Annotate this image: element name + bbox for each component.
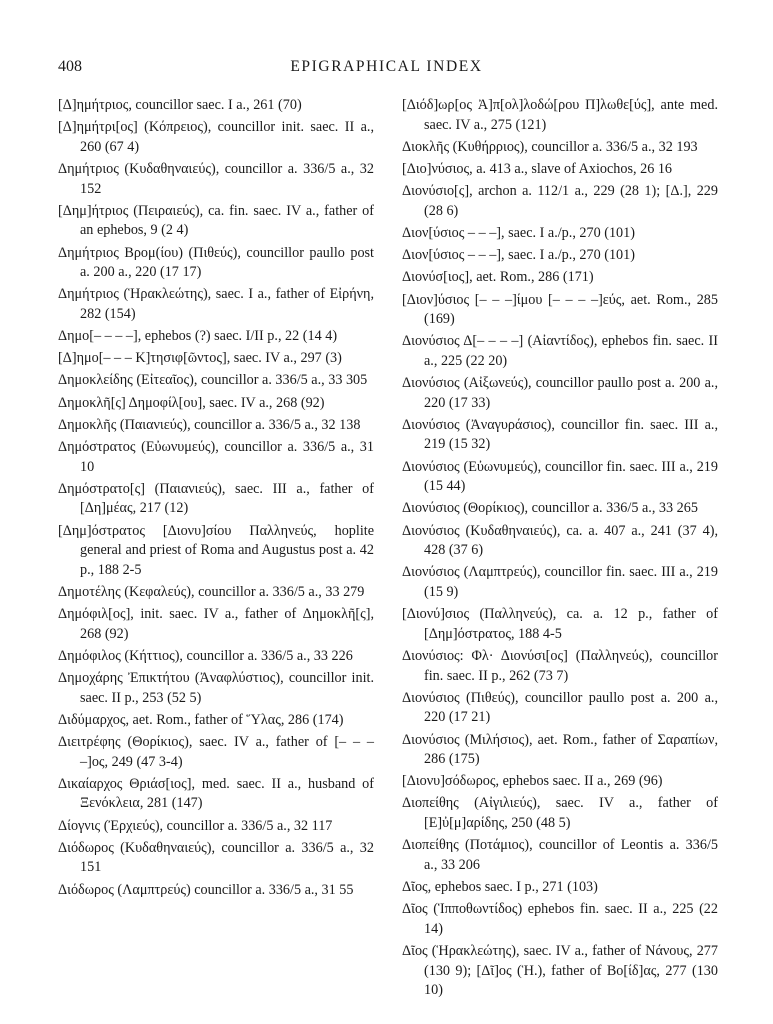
index-entry: Δημόφιλ[ος], init. saec. IV a., father of Δημοκλῆ[ς], 268 (92) bbox=[58, 606, 374, 642]
index-entry: Δημοκλῆς (Παιανιεύς), councillor a. 336/5 a., 32 138 bbox=[58, 416, 361, 433]
index-entry: [Δ]ημήτρι[ος] (Κόπρειος), councillor init. saec. II a., 260 (67 4) bbox=[58, 119, 374, 155]
index-entry: Διον[ύσιος – – –], saec. I a./p., 270 (101) bbox=[402, 247, 635, 264]
index-entry: Διονύσιο[ς], archon a. 112/1 a., 229 (28 1); [Δ.], 229 (28 6) bbox=[402, 183, 718, 219]
index-entry: Δημήτριος Βρομ(ίου) (Πιθεύς), councillor paullo post a. 200 a., 220 (17 17) bbox=[58, 244, 374, 281]
index-entry: Διειτρέφης (Θορίκιος), saec. IV a., father of [– – – –]ος, 249 (47 3-4) bbox=[58, 734, 374, 770]
index-entry: [Δ]ημο[– – – Κ]τησιφ[ῶντος], saec. IV a., 297 (3) bbox=[58, 350, 342, 367]
index-entry: [Διόδ]ωρ[ος Ἀ]π[ολ]λοδώ[ρου Π]λωθε[ύς], ante med. saec. IV a., 275 (121) bbox=[402, 97, 718, 133]
index-entry: Δίογνις (Ἐρχιεύς), councillor a. 336/5 a., 32 117 bbox=[58, 817, 333, 834]
index-entry: [Δ]ημήτριος, councillor saec. I a., 261 (70) bbox=[58, 97, 302, 113]
index-entry: Δημο[– – – –], ephebos (?) saec. I/II p., 22 (14 4) bbox=[58, 328, 338, 345]
index-entry: Διοπείθης (Ποτάμιος), councillor of Leontis a. 336/5 a., 33 206 bbox=[402, 837, 718, 873]
page-title: EPIGRAPHICAL INDEX bbox=[290, 58, 483, 75]
index-entry: Δημήτριος (Ἡρακλεώτης), saec. I a., father of Εἰρήνη, 282 (154) bbox=[58, 286, 374, 322]
right-column bbox=[402, 96, 718, 1003]
index-entry: Διονύσιος (Πιθεύς), councillor paullo post a. 200 a., 220 (17 21) bbox=[402, 689, 718, 726]
index-entry: Διονύσιος (Αἰξωνεύς), councillor paullo post a. 200 a., 220 (17 33) bbox=[402, 375, 718, 411]
index-entry: Διονύσιος: Φλ· Διονύσι[ος] (Παλληνεύς), councillor fin. saec. II p., 262 (73 7) bbox=[402, 647, 718, 684]
index-entry: Διόδωρος (Κυδαθηναιεύς), councillor a. 336/5 a., 32 151 bbox=[58, 839, 374, 876]
index-entry: Διονύσιος (Εὐωνυμεύς), councillor fin. saec. III a., 219 (15 44) bbox=[402, 458, 718, 495]
index-entry: [Διονύ]σιος (Παλληνεύς), ca. a. 12 p., father of [Δημ]όστρατος, 188 4-5 bbox=[402, 606, 718, 642]
index-entry: Δημοκλῆ[ς] Δημοφίλ[ου], saec. IV a., 268 (92) bbox=[58, 394, 325, 411]
index-entry: Διόδωρος (Λαμπτρεύς) councillor a. 336/5 a., 31 55 bbox=[58, 881, 354, 898]
index-entry: Δημόστρατος (Εὐωνυμεύς), councillor a. 336/5 a., 31 10 bbox=[58, 439, 374, 475]
index-entry: Διοκλῆς (Κυθήρριος), councillor a. 336/5 a., 32 193 bbox=[402, 138, 698, 155]
index-entry: Δημόστρατο[ς] (Παιανιεύς), saec. III a., father of [Δη]μέας, 217 (12) bbox=[58, 480, 374, 517]
index-entry: Δῖος (Ἱπποθωντίδος) ephebos fin. saec. II a., 225 (22 14) bbox=[402, 901, 718, 937]
index-entry: Διονύσιος (Λαμπτρεύς), councillor fin. saec. III a., 219 (15 9) bbox=[402, 564, 718, 600]
index-entry: Διονύσιος Δ[– – – –] (Αἰαντίδος), ephebos fin. saec. II a., 225 (22 20) bbox=[402, 333, 718, 369]
index-entry: Διον[ύσιος – – –], saec. I a./p., 270 (101) bbox=[402, 224, 635, 241]
index-entry: Δικαίαρχος Θριάσ[ιος], med. saec. II a., husband of Ξενόκλεια, 281 (147) bbox=[58, 775, 374, 812]
index-entry: Δημήτριος (Κυδαθηναιεύς), councillor a. 336/5 a., 32 152 bbox=[58, 160, 374, 197]
index-entry: Δημοχάρης Ἐπικτήτου (Ἀναφλύστιος), councillor init. saec. II p., 253 (52 5) bbox=[58, 670, 374, 706]
index-entry: Δῖος, ephebos saec. I p., 271 (103) bbox=[402, 879, 598, 896]
index-entry: Διονύσιος (Κυδαθηναιεύς), ca. a. 407 a., 241 (37 4), 428 (37 6) bbox=[402, 522, 718, 559]
index-entry: [Δημ]όστρατος [Διονυ]σίου Παλληνεύς, hoplite general and priest of Roma and Augustus post a. 42 p., 188 2-5 bbox=[58, 522, 374, 578]
page-number: 408 bbox=[58, 58, 82, 75]
index-entry: Δημόφιλος (Κήττιος), councillor a. 336/5 a., 33 226 bbox=[58, 647, 353, 664]
index-entry: Διονύσιος (Ἀναγυράσιος), councillor fin. saec. III a., 219 (15 32) bbox=[402, 416, 718, 453]
index-entry: [Διονυ]σόδωρος, ephebos saec. II a., 269 (96) bbox=[402, 773, 663, 790]
index-entry: [Δημ]ήτριος (Πειραιεύς), ca. fin. saec. IV a., father of an ephebos, 9 (2 4) bbox=[58, 202, 374, 239]
index-entry: Δῖος (Ἡρακλεώτης), saec. IV a., father of Νάνους, 277 (130 9); [Δῖ]ος (Ἡ.), father of Βο[ίδ]ας, 277 (130 10) bbox=[402, 943, 718, 999]
index-entry: [Διο]νύσιος, a. 413 a., slave of Axiochos, 26 16 bbox=[402, 160, 673, 177]
index-entry: Διοπείθης (Αἰγιλιεύς), saec. IV a., father of [Ε]ὐ[μ]αρίδης, 250 (48 5) bbox=[402, 795, 718, 832]
index-entry: [Διον]ύσιος [– – –]ίμου [– – – –]εύς, aet. Rom., 285 (169) bbox=[402, 291, 718, 328]
left-column bbox=[58, 96, 374, 903]
index-entry: Διονύσ[ιος], aet. Rom., 286 (171) bbox=[402, 269, 594, 286]
index-entry: Δημοτέλης (Κεφαλεύς), councillor a. 336/5 a., 33 279 bbox=[58, 583, 365, 600]
page-header bbox=[58, 58, 715, 80]
index-entry: Διονύσιος (Θορίκιος), councillor a. 336/5 a., 33 265 bbox=[402, 500, 698, 517]
index-entry: Διδύμαρχος, aet. Rom., father of Ὕλας, 286 (174) bbox=[58, 711, 344, 728]
index-entry: Δημοκλείδης (Εἰτεαῖος), councillor a. 336/5 a., 33 305 bbox=[58, 372, 368, 389]
index-entry: Διονύσιος (Μιλήσιος), aet. Rom., father of Σαραπίων, 286 (175) bbox=[402, 731, 718, 768]
